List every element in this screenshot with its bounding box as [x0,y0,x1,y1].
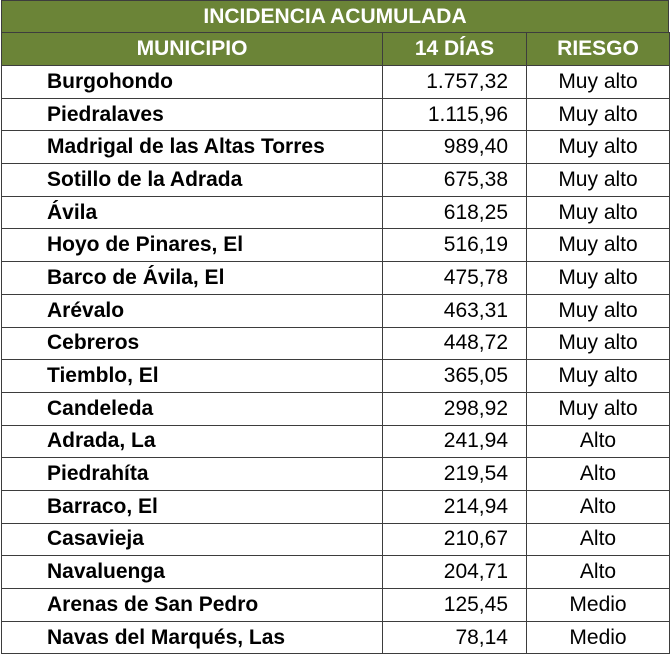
cell-riesgo: Muy alto [527,229,670,262]
cell-riesgo: Muy alto [527,164,670,197]
cell-14-dias: 1.757,32 [383,66,527,99]
table-title: INCIDENCIA ACUMULADA [1,0,669,32]
table-row [2,360,670,393]
cell-municipio: Piedralaves [2,98,383,131]
cell-riesgo: Muy alto [527,131,670,164]
table-row [2,425,670,458]
header-14-dias: 14 DÍAS [383,33,527,66]
cell-14-dias: 298,92 [383,392,527,425]
cell-14-dias: 214,94 [383,490,527,523]
cell-14-dias: 365,05 [383,360,527,393]
table-row [2,66,670,99]
cell-riesgo: Alto [527,490,670,523]
cell-14-dias: 125,45 [383,589,527,622]
table-body [2,66,670,654]
cell-municipio: Piedrahíta [2,458,383,491]
cell-riesgo: Alto [527,458,670,491]
table-row [2,458,670,491]
cell-14-dias: 448,72 [383,327,527,360]
cell-municipio: Barco de Ávila, El [2,262,383,295]
cell-riesgo: Medio [527,589,670,622]
cell-riesgo: Alto [527,556,670,589]
table-row [2,262,670,295]
cell-municipio: Barraco, El [2,490,383,523]
cell-riesgo: Muy alto [527,262,670,295]
cell-riesgo: Alto [527,425,670,458]
header-row [2,33,670,66]
incidence-table [1,32,670,654]
table-row [2,621,670,654]
cell-14-dias: 219,54 [383,458,527,491]
cell-14-dias: 463,31 [383,294,527,327]
table-row [2,294,670,327]
cell-14-dias: 204,71 [383,556,527,589]
table-row [2,196,670,229]
cell-riesgo: Muy alto [527,392,670,425]
cell-municipio: Tiemblo, El [2,360,383,393]
table-row [2,523,670,556]
incidence-table-container [1,0,669,654]
table-row [2,131,670,164]
table-row [2,490,670,523]
cell-municipio: Navaluenga [2,556,383,589]
cell-14-dias: 241,94 [383,425,527,458]
cell-municipio: Casavieja [2,523,383,556]
cell-riesgo: Muy alto [527,360,670,393]
cell-riesgo: Muy alto [527,327,670,360]
cell-riesgo: Muy alto [527,294,670,327]
cell-municipio: Cebreros [2,327,383,360]
table-row [2,164,670,197]
cell-municipio: Candeleda [2,392,383,425]
cell-riesgo: Medio [527,621,670,654]
table-row [2,556,670,589]
table-row [2,98,670,131]
cell-municipio: Ávila [2,196,383,229]
cell-14-dias: 516,19 [383,229,527,262]
header-municipio: MUNICIPIO [2,33,383,66]
cell-municipio: Navas del Marqués, Las [2,621,383,654]
cell-municipio: Madrigal de las Altas Torres [2,131,383,164]
cell-municipio: Arévalo [2,294,383,327]
cell-14-dias: 78,14 [383,621,527,654]
cell-14-dias: 618,25 [383,196,527,229]
cell-riesgo: Muy alto [527,196,670,229]
cell-14-dias: 210,67 [383,523,527,556]
cell-municipio: Adrada, La [2,425,383,458]
table-row [2,327,670,360]
header-riesgo: RIESGO [527,33,670,66]
cell-municipio: Sotillo de la Adrada [2,164,383,197]
cell-municipio: Hoyo de Pinares, El [2,229,383,262]
cell-municipio: Burgohondo [2,66,383,99]
table-row [2,589,670,622]
cell-municipio: Arenas de San Pedro [2,589,383,622]
cell-14-dias: 1.115,96 [383,98,527,131]
cell-14-dias: 675,38 [383,164,527,197]
table-header [2,33,670,66]
cell-riesgo: Muy alto [527,98,670,131]
table-row [2,392,670,425]
cell-riesgo: Alto [527,523,670,556]
table-row [2,229,670,262]
cell-14-dias: 475,78 [383,262,527,295]
cell-14-dias: 989,40 [383,131,527,164]
cell-riesgo: Muy alto [527,66,670,99]
